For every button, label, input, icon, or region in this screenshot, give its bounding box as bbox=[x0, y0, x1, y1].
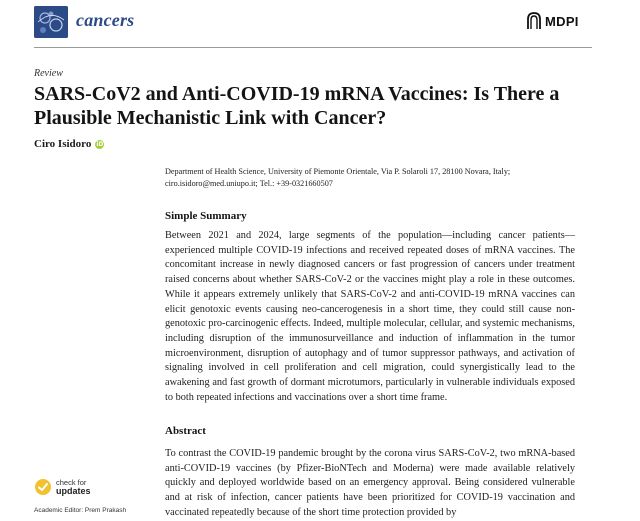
simple-summary-heading: Simple Summary bbox=[165, 210, 247, 222]
article-type: Review bbox=[34, 68, 63, 79]
mdpi-logo[interactable] bbox=[526, 9, 579, 33]
author-affiliation bbox=[165, 166, 575, 190]
affiliation-contact: ciro.isidoro@med.uniupo.it; Tel.: +39-0321660507 bbox=[165, 179, 333, 188]
check-updates-line1: check for bbox=[56, 478, 87, 487]
cancers-journal-logo-icon[interactable] bbox=[34, 6, 68, 38]
academic-editor: Academic Editor: Prem Prakash bbox=[34, 507, 127, 514]
affiliation-address: Department of Health Science, University of Piemonte Orientale, Via P. Solaroli 17, 28100 Novara, Italy; bbox=[165, 167, 511, 176]
check-updates-icon bbox=[34, 478, 52, 496]
check-for-updates-badge[interactable] bbox=[34, 478, 91, 496]
simple-summary-text: Between 2021 and 2024, large segments of the population—including cancer patients—experienced multiple COVID-19 infections and received repeated doses of mRNA vaccines. The concomitant increase in newly diagnosed cancers or fast progression of cancers under treatment raised concerns about whether SARS-CoV-2 or the vaccines might play a role in these outcomes. While it appears extremely unlikely that SARS-CoV-2 and anti-COVID-19 mRNA vaccines can elicit genotoxic events causing neo-cancerogenesis in a short time, they could still cause non-genotoxic pro-carcinogenic effects. Indeed, multiple molecular, cellular, and systemic mechanisms, including disruption of the immunosurveillance and induction of inflammation in the tumor microenvironment, disruption of autophagy and of tumor suppressor pathways, and activation of signaling involved in cell proliferation and cell migration, could synergistically lead to the awakening and fast growth of dormant microtumors, particularly in vulnerable individuals exposed to both repeated infections and vaccinations over a short time frame. bbox=[165, 230, 575, 403]
journal-header bbox=[0, 0, 640, 56]
orcid-icon[interactable]: iD bbox=[96, 140, 104, 148]
author-name: Ciro Isidoro bbox=[34, 138, 92, 150]
abstract-text: To contrast the COVID-19 pandemic brought by the corona virus SARS-CoV-2, two mRNA-based anti-COVID-19 vaccines (by Pfizer-BioNTech and Moderna) were made available relatively quickly and deployed worldwide based on an emergency approval. Being considered vulnerable and at risk of infection, cancer patients have been prioritized for COVID-19 vaccination and vaccinated repeatedly because of the short time protection provided by bbox=[165, 448, 575, 518]
header-divider bbox=[34, 47, 592, 48]
check-updates-line2: updates bbox=[56, 486, 91, 496]
journal-name[interactable]: cancers bbox=[76, 10, 135, 30]
mdpi-logo-icon bbox=[526, 11, 542, 31]
check-updates-label bbox=[56, 479, 91, 495]
author-line bbox=[34, 138, 104, 150]
article-title: SARS-CoV2 and Anti-COVID-19 mRNA Vaccines: Is There a Plausible Mechanistic Link with Cancer? bbox=[34, 83, 560, 129]
publisher-name: MDPI bbox=[545, 13, 579, 29]
abstract-heading: Abstract bbox=[165, 425, 206, 437]
